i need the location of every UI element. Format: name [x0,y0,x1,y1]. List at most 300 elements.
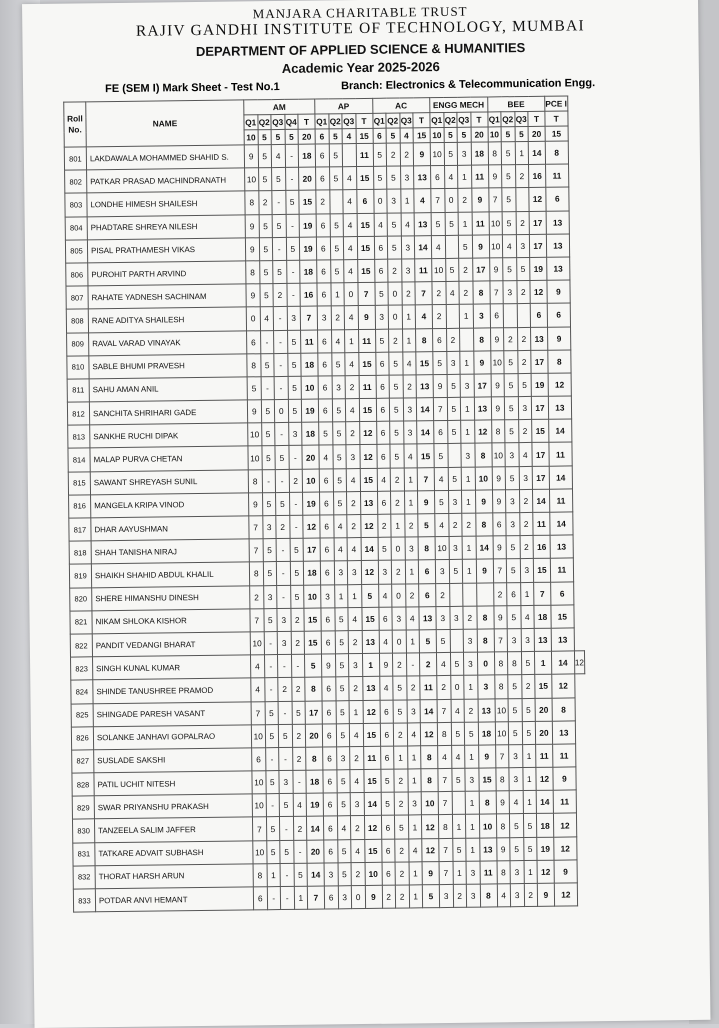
roll-number: 821 [70,611,92,634]
mark-cell: 5 [393,699,407,722]
mark-cell: 17 [472,258,489,281]
student-name: PATIL UCHIT NITESH [94,771,252,796]
mark-cell: 1 [458,165,472,188]
mark-cell: 12 [420,722,437,745]
mark-cell: 1 [458,212,472,235]
mark-cell: 5 [380,769,394,792]
mark-cell: 10 [365,862,382,885]
mark-cell: 7 [300,306,317,329]
student-name: TANZEELA SALIM JAFFER [94,817,252,842]
mark-cell: 2 [289,469,303,492]
mark-cell: 10 [432,258,446,281]
mark-cell [329,190,343,213]
mark-cell: 7 [251,701,265,724]
mark-cell: 8 [421,769,438,792]
mark-cell: 2 [292,724,306,747]
mark-cell: 8 [496,814,510,837]
mark-cell: 9 [493,606,507,629]
roll-number: 808 [66,309,88,332]
mark-cell: 1 [409,885,423,908]
mark-cell: 4 [374,213,388,236]
mark-cell: 20 [305,724,322,747]
mark-cell: 17 [529,234,546,257]
mark-cell: 8 [475,513,492,536]
mark-cell: 3 [466,861,480,884]
mark-cell: - [280,863,294,886]
mark-cell: 3 [449,536,463,559]
mark-cell: 15 [299,190,316,213]
mark-cell: 11 [420,676,437,699]
mark-cell: 3 [463,629,477,652]
mark-cell: 4 [451,699,465,722]
mark-cell: 4 [497,884,511,907]
mark-cell: 2 [390,468,404,491]
mark-cell: 1 [402,305,416,328]
mark-cell: 0 [477,652,494,675]
mark-cell: 19 [530,257,547,280]
mark-cell: 2 [459,281,473,304]
student-name: SAHU AMAN ANIL [89,377,247,402]
mark-cell: 2 [419,653,436,676]
mark-cell: 4 [434,467,448,490]
mark-cell: 8 [491,420,505,443]
mark-cell: 5 [394,815,408,838]
max-marks-cell: 4 [400,128,414,143]
mark-cell: - [285,144,299,167]
mark-cell: 6 [252,748,266,771]
student-name: MANGELA KRIPA VINOD [91,493,249,518]
mark-cell: 4 [451,745,465,768]
mark-cell: 9 [476,559,493,582]
mark-cell: 3 [449,606,463,629]
mark-cell: 2 [504,327,518,350]
mark-cell: 11 [415,259,432,282]
mark-cell: 5 [332,422,346,445]
mark-cell: 19 [299,214,316,237]
mark-cell: 8 [416,328,433,351]
mark-cell: 5 [510,837,524,860]
mark-cell: 4 [345,352,359,375]
mark-cell: 15 [357,259,374,282]
mark-cell: 14 [532,489,549,512]
mark-cell: 2 [351,862,365,885]
mark-cell: - [261,376,275,399]
mark-cell: 4 [350,770,364,793]
mark-cell: 13 [534,628,551,651]
mark-cell: 4 [333,515,347,538]
mark-cell: 4 [337,816,351,839]
mark-cell: 1 [460,351,474,374]
mark-cell: 1 [334,584,348,607]
mark-cell: 7 [249,539,263,562]
mark-cell: 18 [301,353,318,376]
mark-cell: 10 [495,698,509,721]
mark-cell: 9 [478,745,495,768]
mark-cell: 6 [381,839,395,862]
mark-cell: 9 [488,165,502,188]
mark-cell: 3 [401,259,415,282]
mark-cell: 1 [330,283,344,306]
mark-cell: 2 [395,839,409,862]
mark-cell: 8 [548,350,571,373]
mark-cell: 2 [394,769,408,792]
table-row [73,883,587,912]
mark-cell: 20 [307,840,324,863]
student-name: SINGH KUNAL KUMAR [93,655,251,680]
mark-cell: 4 [349,723,363,746]
mark-cell: 4 [334,538,348,561]
mark-cell: 5 [288,376,302,399]
mark-cell: 4 [343,236,357,259]
mark-cell: 14 [364,793,381,816]
student-name: SOLANKE JANHAVI GOPALRAO [93,725,251,750]
mark-cell: 5 [361,584,378,607]
question-header: Q2 [386,113,400,128]
mark-cell: 13 [546,211,569,234]
mark-cell: 2 [400,143,414,166]
mark-cell: 15 [361,607,378,630]
mark-cell: 5 [336,770,350,793]
roll-number: 824 [71,680,93,703]
mark-cell: 4 [445,281,459,304]
max-marks-cell: 5 [457,127,471,142]
roll-number: 804 [65,216,87,239]
roll-number: 813 [68,425,90,448]
mark-cell: 6 [376,421,390,444]
roll-number: 829 [72,796,94,819]
mark-cell: 11 [533,512,550,535]
mark-cell: 5 [265,701,279,724]
mark-cell: 2 [382,885,396,908]
mark-cell: 5 [523,837,537,860]
mark-cell: 20 [535,698,552,721]
mark-cell: 2 [458,189,472,212]
mark-cell [460,328,474,351]
mark-cell: 9 [547,280,570,303]
mark-cell: 2 [350,746,364,769]
mark-cell: - [288,446,302,469]
mark-cell: 13 [479,838,496,861]
mark-cell: 10 [421,792,438,815]
mark-cell: 1 [362,653,379,676]
mark-cell: 4 [343,167,357,190]
mark-cell: 12 [359,422,376,445]
student-name: PUROHIT PARTH ARVIND [88,261,246,286]
mark-cell: 3 [520,559,534,582]
mark-cell: 4 [378,584,392,607]
mark-cell: 2 [521,675,535,698]
mark-cell: 3 [466,884,480,907]
mark-cell: 4 [414,189,431,212]
mark-cell [445,235,459,258]
mark-cell: 5 [263,539,277,562]
mark-cell [449,583,463,606]
mark-cell: 3 [263,585,277,608]
mark-cell: 6 [380,700,394,723]
mark-cell: 1 [391,514,405,537]
mark-cell: 9 [365,885,382,908]
mark-cell: 2 [446,328,460,351]
mark-cell: 4 [344,306,358,329]
mark-cell: 5 [502,188,516,211]
mark-cell: 5 [333,468,347,491]
mark-cell: 3 [435,560,449,583]
mark-cell: 14 [549,466,572,489]
mark-cell: 6 [375,352,389,375]
mark-cell: 5 [272,214,286,237]
mark-cell: 6 [316,237,330,260]
mark-cell: 3 [461,444,475,467]
mark-cell: 12 [548,373,571,396]
mark-cell: 5 [288,399,302,422]
mark-cell: 6 [320,515,334,538]
mark-cell: 10 [248,423,262,446]
mark-cell: 12 [360,514,377,537]
mark-cell: 5 [273,260,287,283]
mark-cell: 2 [403,375,417,398]
max-marks-cell: 5 [444,127,458,142]
mark-cell: 0 [373,190,387,213]
mark-cell: 11 [549,489,572,512]
mark-cell: 4 [436,653,450,676]
subject-header: PCE I [545,96,568,111]
mark-cell: 17 [531,396,548,419]
roll-number: 815 [68,471,90,494]
mark-cell: 4 [260,307,274,330]
student-name: TATKARE ADVAIT SUBHASH [95,840,253,865]
mark-cell: 5 [333,492,347,515]
roll-number: 802 [65,170,87,193]
mark-cell: - [292,770,306,793]
mark-cell: 15 [357,236,374,259]
student-name: DHAR AAYUSHMAN [91,516,249,541]
mark-cell: 12 [303,515,320,538]
mark-cell: 11 [549,442,572,465]
mark-cell: 2 [394,792,408,815]
mark-cell: 7 [415,282,432,305]
mark-cell: 5 [458,235,472,258]
mark-cell: 5 [504,373,518,396]
mark-cell: 3 [510,860,524,883]
mark-cell: 5 [509,814,523,837]
mark-cell: 1 [348,584,362,607]
student-name: SHAH TANISHA NIRAJ [91,539,249,564]
mark-cell: 6 [320,538,334,561]
mark-cell: 5 [287,330,301,353]
mark-cell: 6 [376,445,390,468]
mark-cell: 5 [278,724,292,747]
mark-cell: 2 [291,631,305,654]
mark-cell: 5 [294,863,308,886]
roll-number: 811 [67,379,89,402]
mark-cell: 15 [363,723,380,746]
max-marks-cell: 5 [501,127,515,142]
mark-cell: 8 [552,697,575,720]
branch-label: Branch: Electronics & Telecommunication Engg. [340,77,596,93]
mark-cell: 9 [496,837,510,860]
mark-cell: 1 [459,304,473,327]
mark-cell: 4 [379,630,393,653]
max-marks-cell: 5 [515,126,529,141]
mark-cell: 5 [422,885,439,908]
mark-cell: 13 [478,698,495,721]
mark-cell: 13 [546,234,569,257]
student-name: SANCHITA SHRIHARI GADE [89,400,247,425]
mark-cell: 19 [303,492,320,515]
mark-cell: 5 [451,722,465,745]
question-header: Q3 [514,111,528,126]
mark-cell: 5 [334,607,348,630]
mark-cell: - [267,887,281,910]
mark-cell: 1 [394,746,408,769]
mark-cell: 16 [533,535,550,558]
roll-number: 817 [69,518,91,541]
mark-cell: 8 [494,652,508,675]
mark-cell: 4 [405,607,419,630]
mark-cell: 2 [519,489,533,512]
mark-cell: 5 [447,397,461,420]
mark-cell: 8 [437,722,451,745]
mark-cell: 10 [301,376,318,399]
mark-cell: - [276,562,290,585]
roll-number: 809 [67,332,89,355]
mark-cell: 3 [346,445,360,468]
mark-cell: 4 [431,235,445,258]
subject-header: BEE [487,96,545,112]
mark-cell: 15 [532,419,549,442]
mark-cell: 8 [507,652,521,675]
mark-cell: 1 [466,838,480,861]
mark-cell: 6 [253,887,267,910]
mark-cell: 5 [445,212,459,235]
mark-cell: 4 [518,443,532,466]
mark-cell: - [277,655,291,678]
mark-cell [450,629,464,652]
mark-cell: 9 [496,791,510,814]
mark-cell: 2 [276,515,290,538]
mark-cell: 12 [553,813,576,836]
mark-cell: 2 [331,306,345,329]
roll-number: 826 [71,726,93,749]
mark-cell: 5 [522,698,536,721]
mark-cell: - [277,585,291,608]
mark-cell: - [266,794,280,817]
question-header: Q2 [443,112,457,127]
mark-cell: 14 [306,816,323,839]
mark-cell: 6 [318,376,332,399]
question-header: Q1 [372,113,386,128]
question-header: Q1 [244,115,258,130]
mark-cell [517,304,531,327]
mark-cell: 5 [508,698,522,721]
mark-cell: 4 [293,793,307,816]
mark-cell: 2 [347,491,361,514]
mark-cell: 1 [461,420,475,443]
mark-cell: 6 [320,561,334,584]
roll-number: 801 [64,147,86,170]
mark-cell: 6 [319,468,333,491]
mark-cell: 9 [493,536,507,559]
mark-cell: 19 [537,837,554,860]
mark-cell: 9 [554,860,577,883]
mark-cell: 5 [502,211,516,234]
mark-cell: 5 [450,652,464,675]
mark-cell: - [280,886,294,909]
mark-cell: 18 [298,144,315,167]
mark-cell: 8 [305,677,322,700]
question-header: T [545,111,568,126]
mark-cell: 4 [502,234,516,257]
mark-cell: 2 [345,375,359,398]
mark-cell: 2 [290,608,304,631]
mark-cell: 15 [358,352,375,375]
mark-cell: 6 [324,886,338,909]
mark-cell: 7 [439,861,453,884]
mark-cell: 6 [321,608,335,631]
mark-cell: 6 [323,793,337,816]
mark-cell: 7 [437,699,451,722]
student-name: SAWANT SHREYASH SUNIL [90,470,248,495]
mark-cell: 8 [495,768,509,791]
mark-cell: 1 [452,815,466,838]
mark-cell: 5 [505,420,519,443]
mark-cell: 5 [507,605,521,628]
mark-cell: 1 [404,467,418,490]
mark-cell: 13 [419,606,436,629]
mark-cell: 0 [388,282,402,305]
mark-cell: 8 [249,562,263,585]
mark-cell: 13 [362,630,379,653]
mark-cell: 2 [516,211,530,234]
mark-cell: 15 [363,769,380,792]
mark-cell: 5 [522,721,536,744]
mark-cell: 5 [261,446,275,469]
student-name: LONDHE HIMESH SHAILESH [87,191,245,216]
mark-cell: 1 [404,491,418,514]
mark-cell: 15 [357,213,374,236]
mark-cell: 4 [250,655,264,678]
mark-cell: - [289,515,303,538]
mark-cell: 5 [319,422,333,445]
mark-cell: 6 [324,839,338,862]
mark-cell: 12 [554,837,577,860]
mark-cell: 5 [330,260,344,283]
mark-cell: 18 [534,605,551,628]
mark-cell: - [272,237,286,260]
mark-cell: 6 [322,724,336,747]
max-marks-cell: 15 [545,126,568,141]
mark-cell: 2 [448,513,462,536]
mark-cell: 3 [439,884,453,907]
mark-cell: 6 [323,747,337,770]
mark-cell: 7 [534,582,551,605]
mark-cell: 5 [448,467,462,490]
mark-cell: 8 [253,864,267,887]
mark-cell: 11 [480,861,497,884]
roll-number: 832 [73,866,95,889]
mark-cell: 1 [267,863,281,886]
mark-cell: 2 [388,259,402,282]
mark-cell: 7 [438,792,452,815]
mark-cell: 20 [535,721,552,744]
mark-cell: 11 [472,212,489,235]
mark-cell: 3 [465,768,479,791]
mark-cell: 5 [506,559,520,582]
mark-cell: 6 [418,560,435,583]
mark-cell: 3 [279,770,293,793]
mark-cell: 7 [493,559,507,582]
mark-cell: 3 [505,489,519,512]
